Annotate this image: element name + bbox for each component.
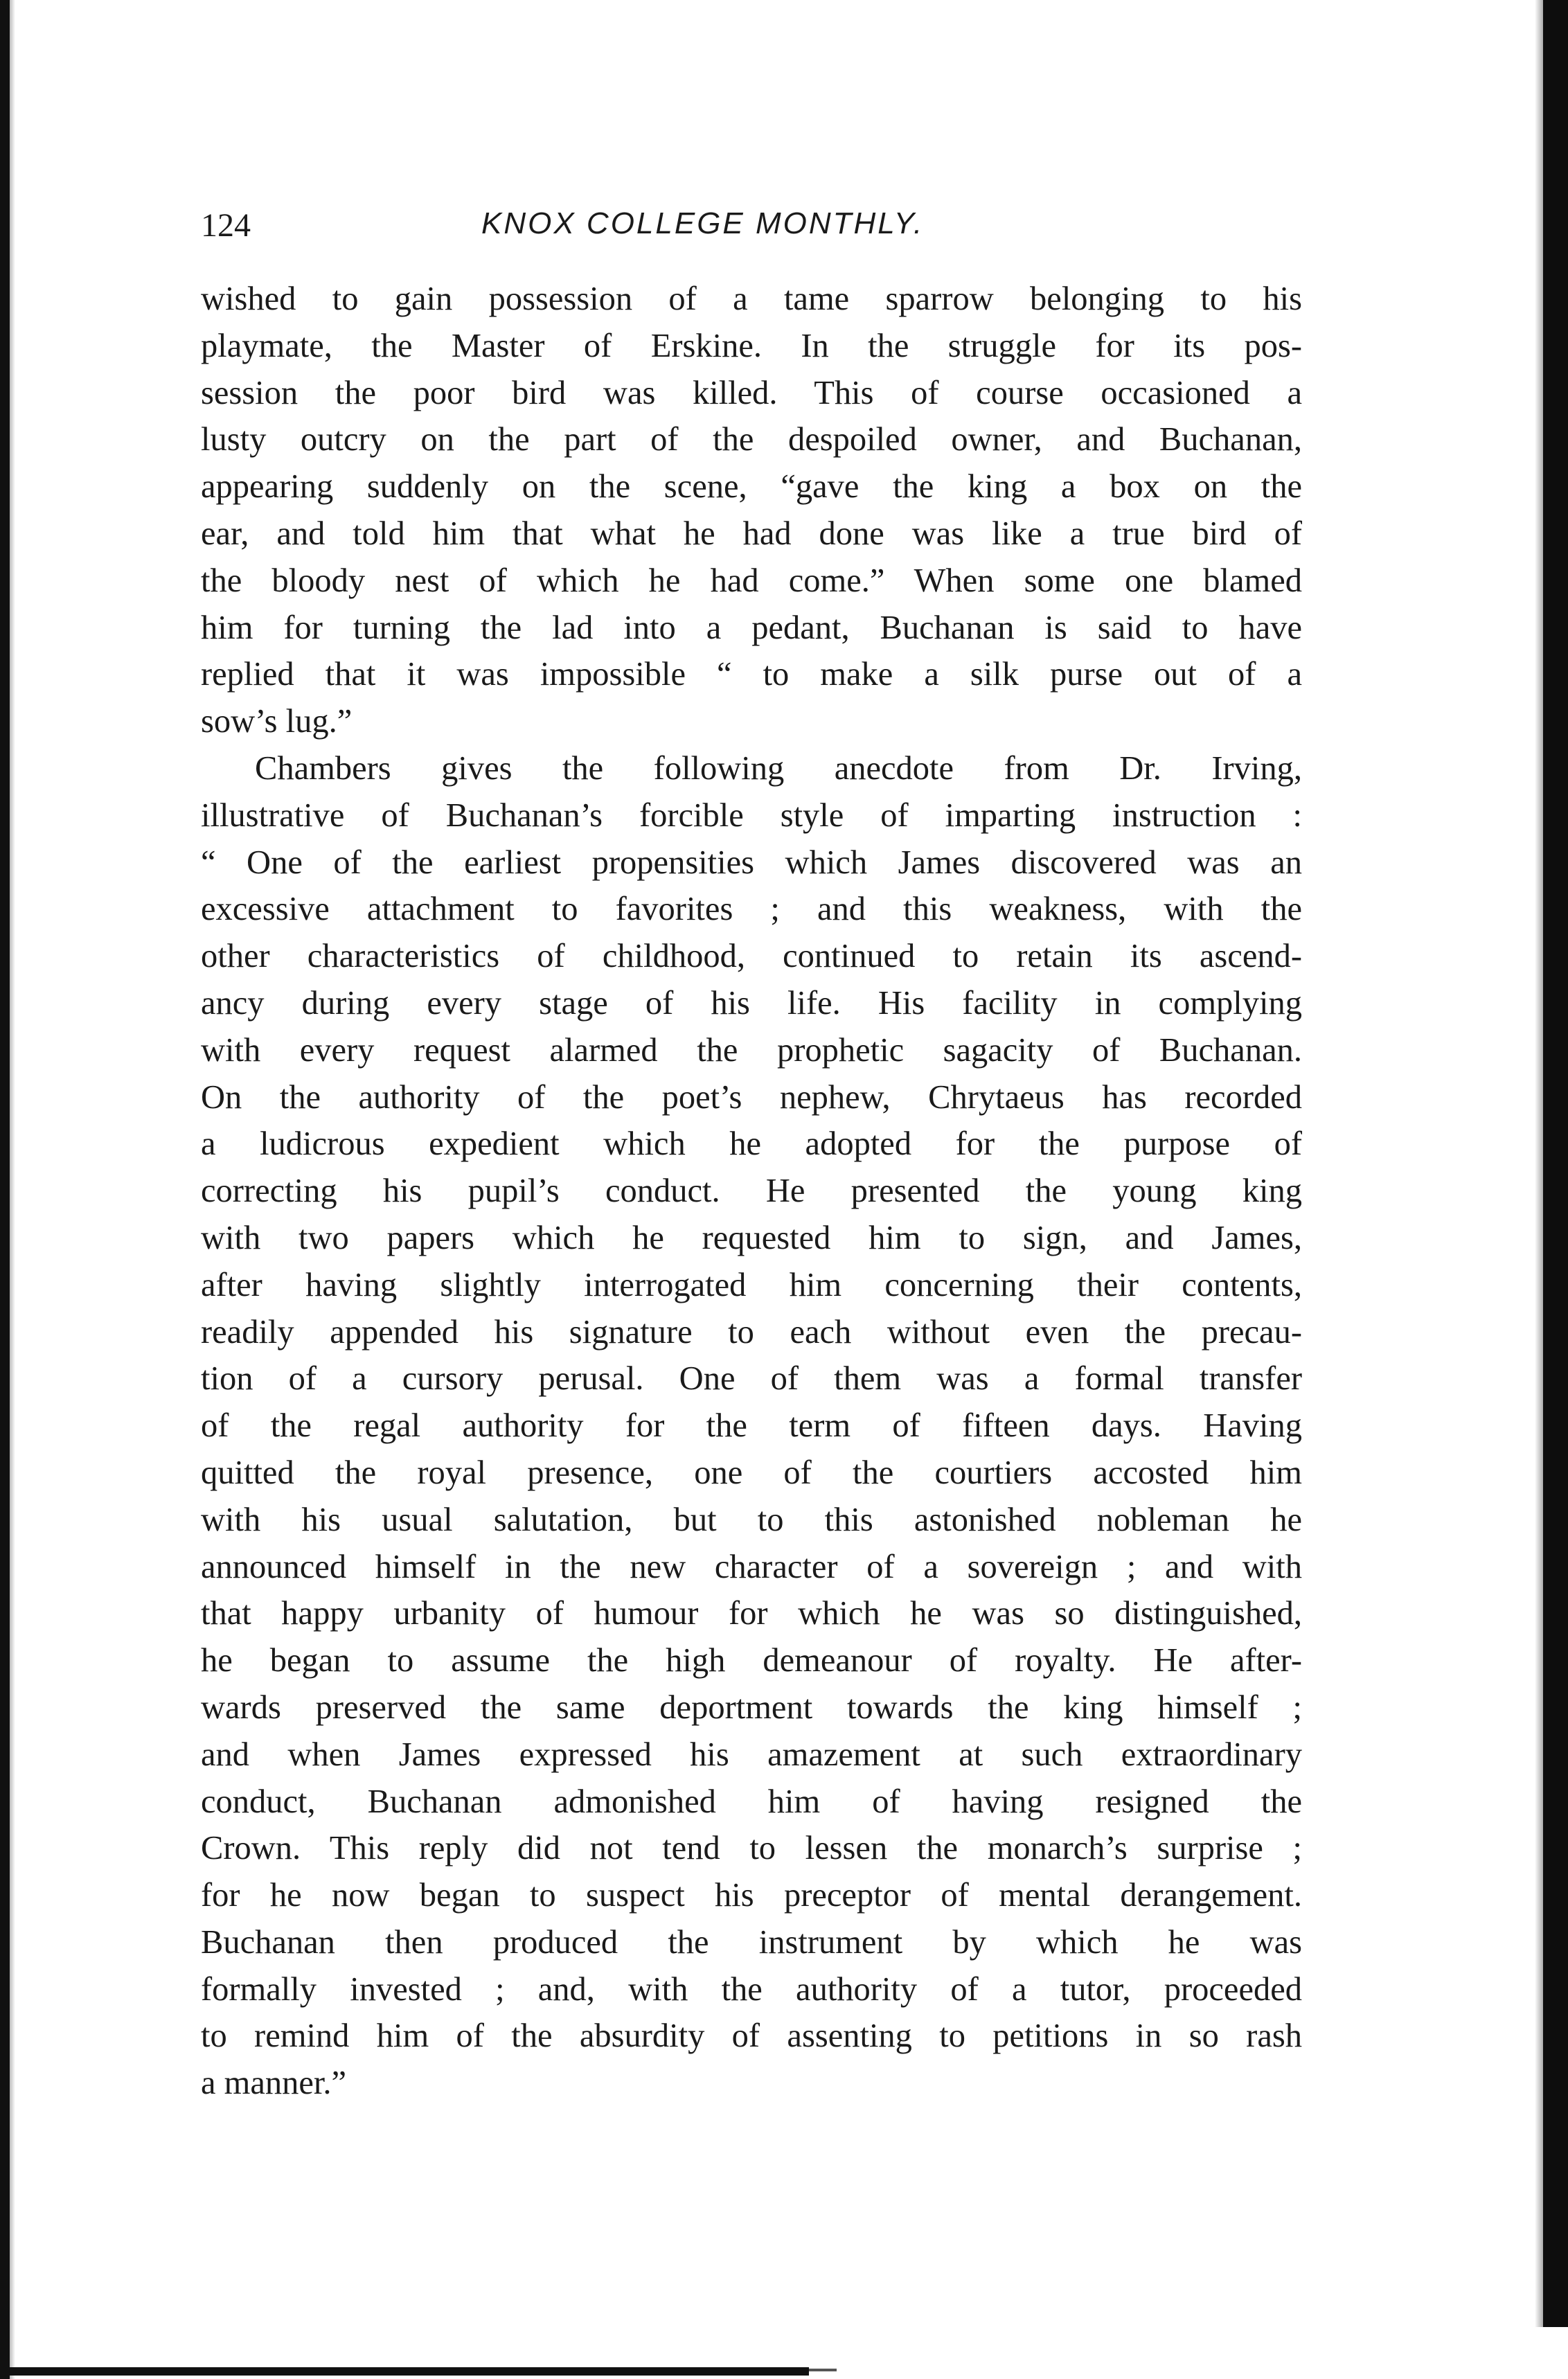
scan-border-bottom [6, 2367, 809, 2376]
article-text [201, 276, 1302, 2107]
text-line: quitted the royal presence, one of the courtiers accosted him [201, 1454, 1302, 1491]
text-line: replied that it was impossible “ to make a silk purse out of a [201, 656, 1302, 693]
text-line: excessive attachment to favorites ; and this weakness, with the [201, 891, 1302, 928]
text-line: announced himself in the new character of a sovereign ; and with [201, 1548, 1302, 1585]
text-line: ear, and told him that what he had done was like a true bird of [201, 515, 1302, 552]
text-line: a manner.” [201, 2065, 347, 2102]
text-line: readily appended his signature to each without even the precau- [201, 1313, 1302, 1351]
paragraph-first-line: Chambers gives the following anecdote from Dr. Irving, [255, 749, 1302, 787]
scan-border-right-shadow [1535, 0, 1543, 2327]
text-line: sow’s lug.” [201, 703, 353, 740]
text-line: ancy during every stage of his life. His facility in complying [201, 984, 1302, 1022]
text-line: correcting his pupil’s conduct. He presented the young king [201, 1173, 1302, 1210]
text-line: after having slightly interrogated him concerning their contents, [201, 1266, 1302, 1303]
text-line: lusty outcry on the part of the despoiled owner, and Buchanan, [201, 421, 1302, 458]
scan-border-right [1543, 0, 1568, 2327]
scan-border-left [0, 0, 10, 2379]
text-line: of the regal authority for the term of fifteen days. Having [201, 1407, 1302, 1445]
text-line: session the poor bird was killed. This of course occasioned a [201, 374, 1302, 411]
text-line: Crown. This reply did not tend to lessen the monarch’s surprise ; [201, 1830, 1302, 1867]
scan-border-left-shadow [10, 0, 15, 2379]
running-head: KNOX COLLEGE MONTHLY. [481, 206, 925, 240]
text-line: On the authority of the poet’s nephew, Chrytaeus has recorded [201, 1078, 1302, 1116]
text-line: a ludicrous expedient which he adopted for the purpose of [201, 1125, 1302, 1163]
text-line: conduct, Buchanan admonished him of having resigned the [201, 1783, 1302, 1820]
text-line: with his usual salutation, but to this astonished nobleman he [201, 1501, 1302, 1538]
text-line: he began to assume the high demeanour of royalty. He after- [201, 1642, 1302, 1679]
page-number: 124 [201, 207, 251, 244]
text-line: formally invested ; and, with the authority of a tutor, proceeded [201, 1970, 1302, 2008]
text-line: to remind him of the absurdity of assenting to petitions in so rash [201, 2017, 1302, 2055]
text-line: appearing suddenly on the scene, “gave the king a box on the [201, 468, 1302, 506]
text-line: Buchanan then produced the instrument by which he was [201, 1923, 1302, 1961]
text-line: wished to gain possession of a tame sparrow belonging to his [201, 280, 1302, 317]
text-line: the bloody nest of which he had come.” When some one blamed [201, 562, 1302, 599]
text-line: with every request alarmed the prophetic sagacity of Buchanan. [201, 1031, 1302, 1069]
text-line: other characteristics of childhood, continued to retain its ascend- [201, 938, 1302, 975]
text-line: wards preserved the same deportment towards the king himself ; [201, 1689, 1302, 1726]
text-line: him for turning the lad into a pedant, Buchanan is said to have [201, 609, 1302, 646]
text-line: that happy urbanity of humour for which he was so distinguished, [201, 1595, 1302, 1632]
text-line: with two papers which he requested him to sign, and James, [201, 1219, 1302, 1256]
text-line: playmate, the Master of Erskine. In the struggle for its pos- [201, 327, 1302, 364]
scan-border-bottom-dash [809, 2369, 837, 2371]
text-line: and when James expressed his amazement at such extraordinary [201, 1736, 1302, 1773]
page-header [201, 206, 1323, 262]
text-line: “ One of the earliest propensities which James discovered was an [201, 844, 1302, 881]
text-line: tion of a cursory perusal. One of them was a formal transfer [201, 1360, 1302, 1398]
text-line: for he now began to suspect his preceptor of mental derangement. [201, 1877, 1302, 1914]
text-line: illustrative of Buchanan’s forcible style of imparting instruction : [201, 796, 1302, 834]
